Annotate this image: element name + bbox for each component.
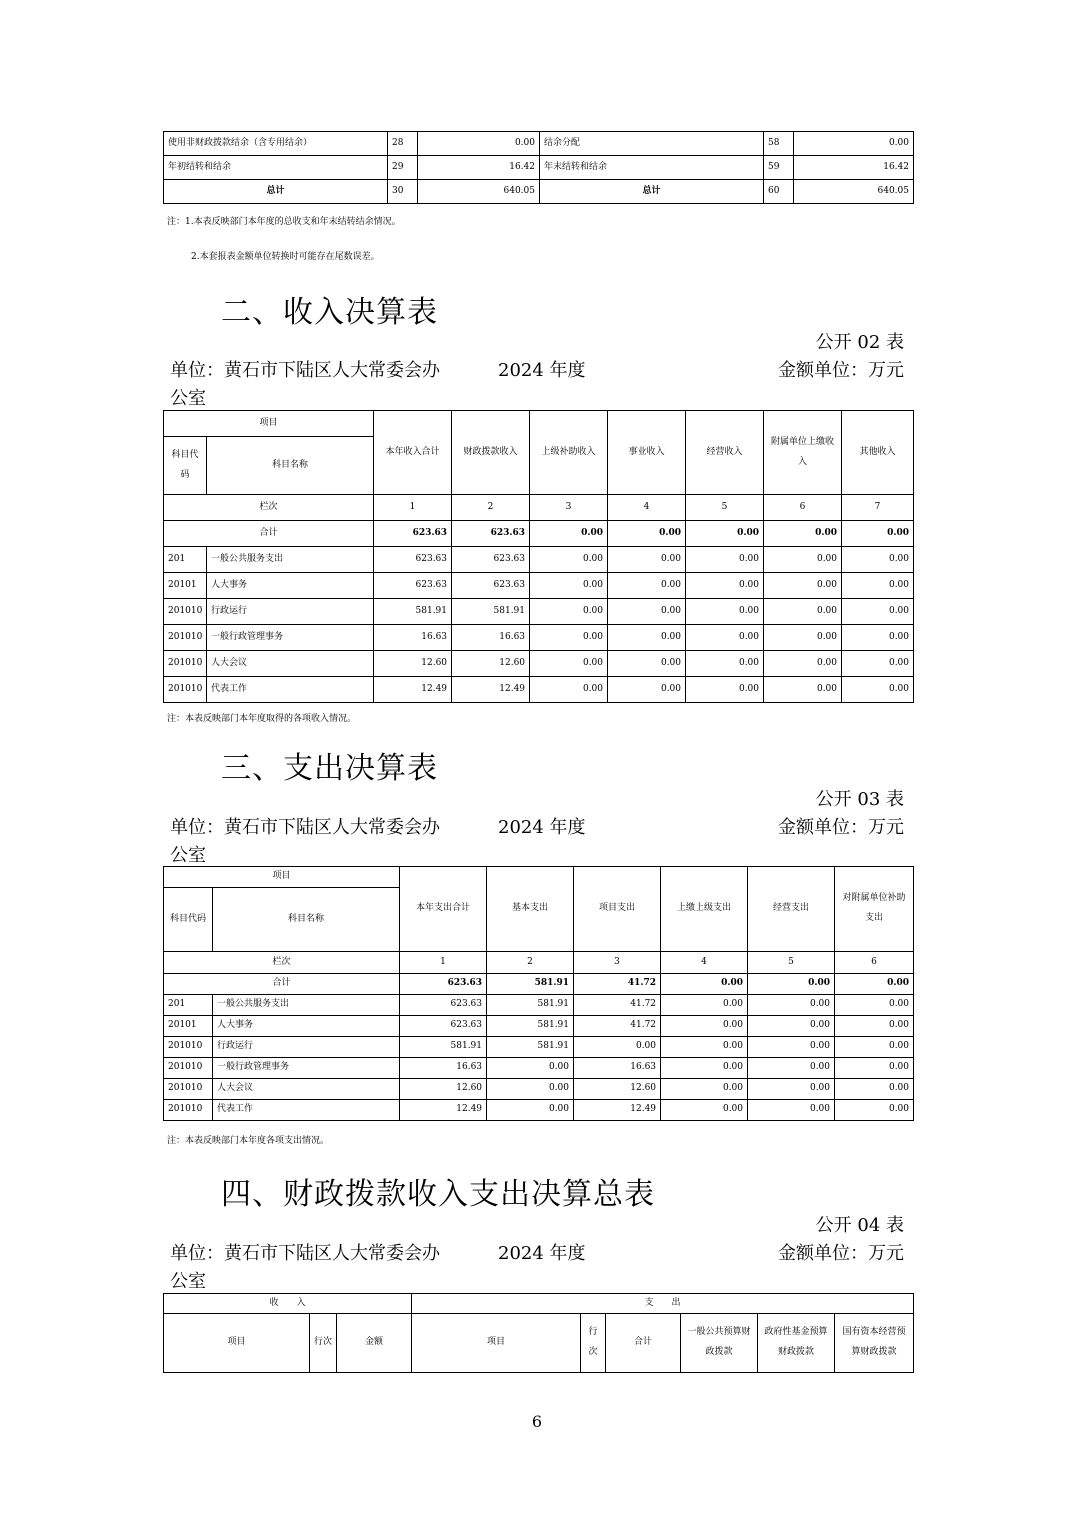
cell: 581.91 (487, 1037, 574, 1058)
section4-title: 四、财政拨款收入支出决算总表 (221, 1177, 655, 1212)
cell: 结余分配 (540, 132, 764, 156)
cell: 623.63 (400, 1016, 487, 1037)
cell: 0.00 (608, 651, 686, 677)
cell: 0.00 (835, 995, 914, 1016)
section3-title: 三、支出决算表 (221, 751, 438, 786)
table-row (164, 1079, 914, 1100)
cell: 0.00 (661, 995, 748, 1016)
income-header: 收 入 (164, 1294, 412, 1314)
cell: 623.63 (452, 573, 530, 599)
table-row (164, 651, 914, 677)
lanci-row (164, 952, 914, 974)
header-col: 财政拨款收入 (452, 411, 530, 495)
cell: 0.00 (530, 677, 608, 703)
section3-unit: 单位：黄石市下陆区人大常委会办 (170, 817, 440, 838)
section3-note: 注：本表反映部门本年度各项支出情况。 (167, 1136, 330, 1146)
cell: 0.00 (530, 599, 608, 625)
cell: 0.00 (842, 625, 914, 651)
table-row (164, 625, 914, 651)
cell: 0.00 (835, 1016, 914, 1037)
cell: 0.00 (764, 573, 842, 599)
table1-note-1: 注：1.本表反映部门本年度的总收支和年末结转结余情况。 (167, 217, 401, 227)
cell: 0.00 (418, 132, 540, 156)
lanci-num: 3 (574, 952, 661, 974)
cell: 0.00 (842, 599, 914, 625)
cell: 0.00 (842, 651, 914, 677)
page-number: 6 (531, 1412, 543, 1431)
header-code: 科目代码 (164, 437, 207, 495)
table-row (164, 1016, 914, 1037)
cell: 29 (388, 156, 418, 180)
lanci-num: 5 (686, 495, 764, 521)
row-name: 代表工作 (207, 677, 374, 703)
header-col: 经营支出 (748, 867, 835, 952)
table-row (164, 1058, 914, 1079)
lanci-num: 7 (842, 495, 914, 521)
cell: 12.60 (400, 1079, 487, 1100)
cell: 0.00 (794, 132, 914, 156)
header-col: 上级补助收入 (530, 411, 608, 495)
section2-currency: 金额单位：万元 (778, 360, 904, 381)
cell: 41.72 (574, 1016, 661, 1037)
row-code: 201010 (164, 677, 207, 703)
cell: 0.00 (764, 599, 842, 625)
cell: 总计 (540, 180, 764, 204)
table-row (164, 1100, 914, 1121)
header-col: 项目支出 (574, 867, 661, 952)
expense-header: 支 出 (412, 1294, 914, 1314)
header-name: 科目名称 (207, 437, 374, 495)
cell: 0.00 (686, 625, 764, 651)
cell: 12.49 (452, 677, 530, 703)
section2-title: 二、收入决算表 (221, 295, 438, 330)
lanci-num: 6 (835, 952, 914, 974)
header-col: 本年支出合计 (400, 867, 487, 952)
cell: 0.00 (748, 1016, 835, 1037)
table-row (164, 156, 914, 180)
row-code: 20101 (164, 573, 207, 599)
lanci-label: 栏次 (164, 495, 374, 521)
cell: 12.60 (374, 651, 452, 677)
cell: 623.63 (374, 547, 452, 573)
cell: 0.00 (661, 1058, 748, 1079)
row-code: 201010 (164, 625, 207, 651)
cell: 12.49 (400, 1100, 487, 1121)
cell: 0.00 (487, 1058, 574, 1079)
cell: 16.63 (452, 625, 530, 651)
section4-unit: 单位：黄石市下陆区人大常委会办 (170, 1243, 440, 1264)
header-sum: 合计 (606, 1314, 681, 1373)
header-col: 事业收入 (608, 411, 686, 495)
cell: 0.00 (835, 1079, 914, 1100)
lanci-num: 6 (764, 495, 842, 521)
cell: 623.63 (400, 995, 487, 1016)
cell: 581.91 (374, 599, 452, 625)
cell: 0.00 (530, 625, 608, 651)
lanci-num: 5 (748, 952, 835, 974)
cell: 623.63 (374, 573, 452, 599)
table1-tail (163, 131, 914, 204)
cell: 0.00 (661, 1037, 748, 1058)
cell: 0.00 (608, 573, 686, 599)
lanci-num: 1 (374, 495, 452, 521)
table-row (164, 995, 914, 1016)
row-name: 一般行政管理事务 (213, 1058, 400, 1079)
row-code: 201010 (164, 651, 207, 677)
expense-table (163, 866, 914, 1121)
cell: 0.00 (686, 547, 764, 573)
cell: 0.00 (686, 651, 764, 677)
cell: 0.00 (842, 547, 914, 573)
header-row-no: 行次 (310, 1314, 337, 1373)
row-code: 201010 (164, 1079, 213, 1100)
cell: 0.00 (608, 677, 686, 703)
cell: 0.00 (574, 1037, 661, 1058)
header-code: 科目代码 (164, 888, 213, 952)
lanci-num: 1 (400, 952, 487, 974)
cell: 0.00 (487, 1079, 574, 1100)
total-cell: 0.00 (608, 521, 686, 547)
cell: 0.00 (661, 1016, 748, 1037)
cell: 总计 (164, 180, 388, 204)
cell: 581.91 (400, 1037, 487, 1058)
header-col: 本年收入合计 (374, 411, 452, 495)
total-cell: 581.91 (487, 974, 574, 995)
section2-unit-cont: 公室 (170, 388, 206, 409)
row-name: 一般公共服务支出 (207, 547, 374, 573)
section2-code: 公开 02 表 (815, 332, 904, 353)
row-code: 201010 (164, 599, 207, 625)
header-item-2: 项目 (412, 1314, 581, 1373)
header-amount: 金额 (337, 1314, 412, 1373)
cell: 0.00 (835, 1058, 914, 1079)
row-code: 201010 (164, 1037, 213, 1058)
cell: 16.63 (400, 1058, 487, 1079)
cell: 0.00 (748, 995, 835, 1016)
cell: 0.00 (530, 547, 608, 573)
total-label: 合计 (164, 974, 400, 995)
cell: 使用非财政拨款结余（含专用结余） (164, 132, 388, 156)
header-name: 科目名称 (213, 888, 400, 952)
total-label: 合计 (164, 521, 374, 547)
header-col: 对附属单位补助支出 (835, 867, 914, 952)
fiscal-summary-table (163, 1293, 914, 1373)
cell: 640.05 (418, 180, 540, 204)
row-code: 201010 (164, 1100, 213, 1121)
section3-currency: 金额单位：万元 (778, 817, 904, 838)
cell: 0.00 (608, 547, 686, 573)
cell: 0.00 (764, 547, 842, 573)
header-col: 基本支出 (487, 867, 574, 952)
cell: 0.00 (686, 677, 764, 703)
section2-year: 2024 年度 (498, 360, 586, 381)
cell: 12.60 (452, 651, 530, 677)
cell: 30 (388, 180, 418, 204)
table-row (164, 599, 914, 625)
table1-note-2: 2.本套报表金额单位转换时可能存在尾数误差。 (191, 252, 380, 262)
cell: 0.00 (661, 1079, 748, 1100)
section3-unit-cont: 公室 (170, 845, 206, 866)
total-cell: 0.00 (661, 974, 748, 995)
section4-code: 公开 04 表 (815, 1215, 904, 1236)
cell: 581.91 (487, 995, 574, 1016)
row-code: 201010 (164, 1058, 213, 1079)
cell: 0.00 (842, 573, 914, 599)
cell: 12.49 (374, 677, 452, 703)
total-cell: 623.63 (400, 974, 487, 995)
header-col: 上缴上级支出 (661, 867, 748, 952)
header-general-budget: 一般公共预算财政拨款 (681, 1314, 758, 1373)
cell: 41.72 (574, 995, 661, 1016)
total-cell: 0.00 (686, 521, 764, 547)
cell: 0.00 (764, 677, 842, 703)
income-table (163, 410, 914, 703)
header-item: 项目 (164, 1314, 310, 1373)
cell: 0.00 (608, 625, 686, 651)
total-row (164, 521, 914, 547)
header-state-capital: 国有资本经营预算财政拨款 (835, 1314, 914, 1373)
cell: 0.00 (748, 1058, 835, 1079)
header-gov-fund: 政府性基金预算财政拨款 (758, 1314, 835, 1373)
row-name: 人大会议 (213, 1079, 400, 1100)
cell: 年末结转和结余 (540, 156, 764, 180)
cell: 0.00 (842, 677, 914, 703)
section2-note: 注：本表反映部门本年度取得的各项收入情况。 (167, 714, 357, 724)
cell: 0.00 (835, 1100, 914, 1121)
total-cell: 623.63 (374, 521, 452, 547)
lanci-label: 栏次 (164, 952, 400, 974)
table-row (164, 132, 914, 156)
header-col: 经营收入 (686, 411, 764, 495)
cell: 0.00 (764, 651, 842, 677)
cell: 0.00 (748, 1037, 835, 1058)
cell: 0.00 (748, 1079, 835, 1100)
row-name: 人大事务 (213, 1016, 400, 1037)
table-row (164, 180, 914, 204)
cell: 0.00 (835, 1037, 914, 1058)
section2-unit: 单位：黄石市下陆区人大常委会办 (170, 360, 440, 381)
total-row (164, 974, 914, 995)
cell: 0.00 (530, 573, 608, 599)
row-name: 一般行政管理事务 (207, 625, 374, 651)
cell: 16.42 (418, 156, 540, 180)
row-name: 人大会议 (207, 651, 374, 677)
cell: 581.91 (487, 1016, 574, 1037)
cell: 60 (764, 180, 794, 204)
cell: 0.00 (487, 1100, 574, 1121)
cell: 640.05 (794, 180, 914, 204)
lanci-num: 2 (452, 495, 530, 521)
cell: 0.00 (748, 1100, 835, 1121)
total-cell: 41.72 (574, 974, 661, 995)
cell: 59 (764, 156, 794, 180)
lanci-num: 3 (530, 495, 608, 521)
total-cell: 0.00 (748, 974, 835, 995)
cell: 12.49 (574, 1100, 661, 1121)
header-project: 项目 (164, 411, 374, 437)
cell: 0.00 (608, 599, 686, 625)
header-col: 其他收入 (842, 411, 914, 495)
total-cell: 623.63 (452, 521, 530, 547)
section4-year: 2024 年度 (498, 1243, 586, 1264)
row-name: 行政运行 (213, 1037, 400, 1058)
lanci-num: 2 (487, 952, 574, 974)
header-project: 项目 (164, 867, 400, 888)
table-row (164, 1037, 914, 1058)
table-row (164, 573, 914, 599)
row-code: 20101 (164, 1016, 213, 1037)
total-cell: 0.00 (842, 521, 914, 547)
section4-unit-cont: 公室 (170, 1271, 206, 1292)
row-name: 一般公共服务支出 (213, 995, 400, 1016)
section3-code: 公开 03 表 (815, 789, 904, 810)
section3-year: 2024 年度 (498, 817, 586, 838)
row-code: 201 (164, 995, 213, 1016)
cell: 16.42 (794, 156, 914, 180)
table-row (164, 547, 914, 573)
total-cell: 0.00 (835, 974, 914, 995)
row-name: 人大事务 (207, 573, 374, 599)
cell: 12.60 (574, 1079, 661, 1100)
lanci-num: 4 (608, 495, 686, 521)
section4-currency: 金额单位：万元 (778, 1243, 904, 1264)
cell: 0.00 (686, 573, 764, 599)
cell: 623.63 (452, 547, 530, 573)
cell: 581.91 (452, 599, 530, 625)
cell: 0.00 (661, 1100, 748, 1121)
total-cell: 0.00 (764, 521, 842, 547)
table-row (164, 677, 914, 703)
cell: 28 (388, 132, 418, 156)
header-col: 附属单位上缴收入 (764, 411, 842, 495)
lanci-row (164, 495, 914, 521)
cell: 16.63 (574, 1058, 661, 1079)
row-name: 行政运行 (207, 599, 374, 625)
cell: 0.00 (764, 625, 842, 651)
lanci-num: 4 (661, 952, 748, 974)
cell: 16.63 (374, 625, 452, 651)
cell: 0.00 (686, 599, 764, 625)
cell: 58 (764, 132, 794, 156)
total-cell: 0.00 (530, 521, 608, 547)
cell: 0.00 (530, 651, 608, 677)
cell: 年初结转和结余 (164, 156, 388, 180)
row-code: 201 (164, 547, 207, 573)
header-row-no-2: 行次 (581, 1314, 606, 1373)
row-name: 代表工作 (213, 1100, 400, 1121)
